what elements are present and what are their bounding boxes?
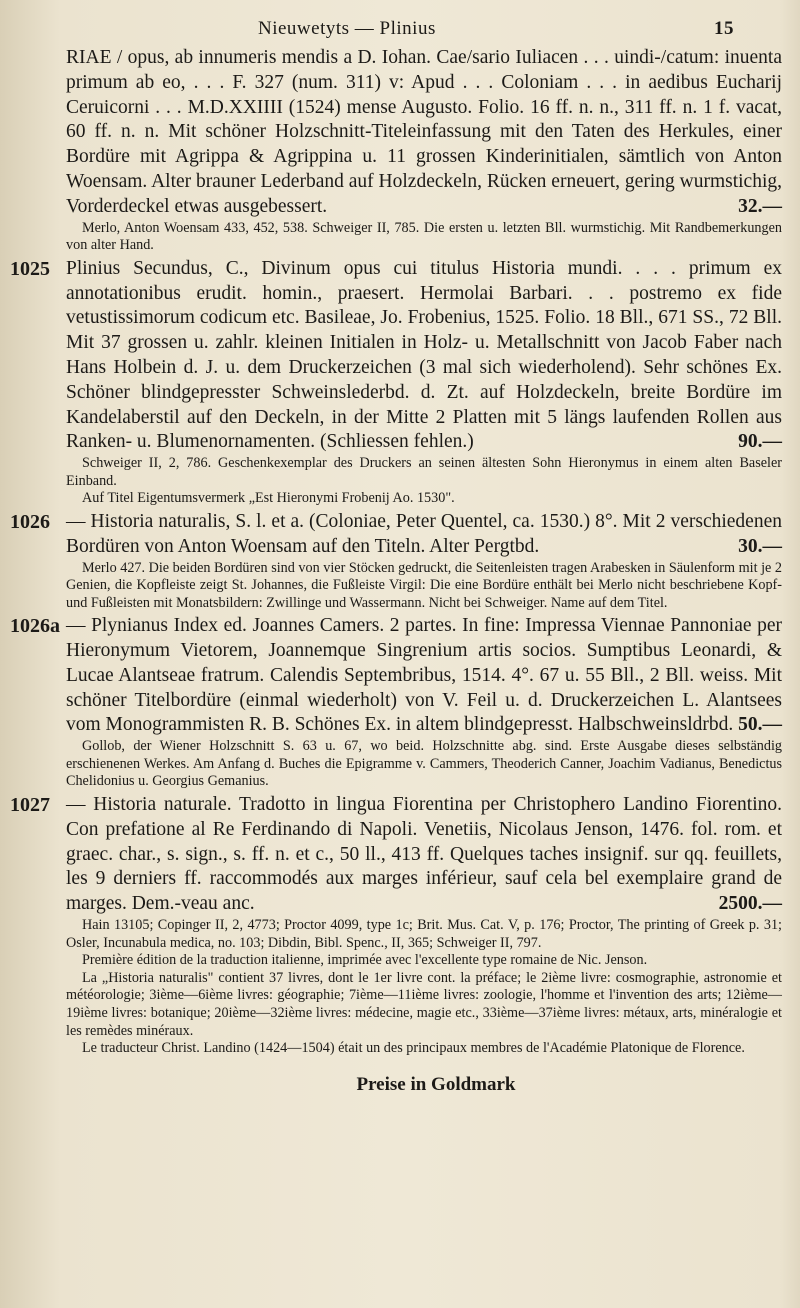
entry-description — [66, 46, 782, 220]
entry-text: — Historia naturalis, S. l. et a. (Coloniae, Peter Quentel, ca. 1530.) 8°. Mit 2 verschiedenen Bordüren von Anton Woensam auf den Titeln. Alter Pergtbd. — [66, 510, 782, 557]
page-number: 15 — [714, 18, 734, 39]
entry-price: 32.— — [738, 195, 782, 217]
entry-note: Auf Titel Eigentumsvermerk „Est Hieronymi Frobenij Ao. 1530". — [82, 490, 455, 507]
entry-note: Merlo 427. Die beiden Bordüren sind von vier Stöcken gedruckt, die Seitenleisten tragen Arabesken in Säulenform mit je 2 Genien, die Kopfleiste zeigt St. Johannes, die Fußleiste Virgil: Die eine Bordüre enthält bei Merlo nicht beschriebene Kopf- und Fußleisten mit Monatsbildern: Zwillinge und Wassermann. Nicht bei Schweiger. Name auf dem Titel. — [66, 559, 782, 611]
entry-price: 90.— — [738, 431, 782, 453]
entry-number: 1026a — [10, 615, 60, 638]
entry-price: 50.— — [738, 714, 782, 736]
entry-notes — [66, 220, 782, 255]
entry-price: 2500.— — [718, 893, 782, 915]
entry-note: Merlo, Anton Woensam 433, 452, 538. Schweiger II, 785. Die ersten u. letzten Bll. wurmstichig. Mit Randbemerkungen von alter Hand. — [66, 219, 782, 254]
entry-note: Le traducteur Christ. Landino (1424—1504) était un des principaux membres de l'Académie Platonique de Florence. — [82, 1040, 745, 1057]
entry-notes — [66, 917, 782, 1058]
catalog-entry — [10, 510, 782, 614]
entry-description — [66, 257, 782, 455]
entry-note: Schweiger II, 2, 786. Geschenkexemplar des Druckers an seinen ältesten Sohn Hieronymus in einem alten Baseler Einband. — [66, 455, 782, 489]
catalog-entry — [10, 614, 782, 793]
catalog-entry — [10, 257, 782, 510]
entry-price: 30.— — [738, 535, 782, 557]
entry-notes — [66, 738, 782, 791]
entry-note: La „Historia naturalis" contient 37 livres, dont le 1er livre cont. la préface; le 2ième livre: cosmographie, astronomie et météorologie; 3ième—6ième livres: géographie; 7ième—11ième livres: zoologie, l'homme et l'invention des arts; 12ième—19ième livres: botanique; 20ième—32ième livres: médecine, magie etc., 33ième—37ième livres: métaux, arts, minéralogie et les remèdes minéraux. — [66, 969, 782, 1039]
entry-note: Gollob, der Wiener Holzschnitt S. 63 u. 67, wo beid. Holzschnitte abg. sind. Erste Ausgabe dieses selbständig erschienenen Werkes. Am Anfang d. Buches die Epigramme v. Cammers, Theoderich Canner, Joachim Vadianus, Benedictus Chelidonius u. Georgius Gemanius. — [66, 738, 782, 790]
entry-text: — Plynianus Index ed. Joannes Camers. 2 partes. In fine: Impressa Viennae Pannoniae per Hieronymum Vietorem, Joannemque Singrenium artis socios. Sumptibus Leonardi, & Lucae Alantseae fratrum. Calendis Septembribus, 1514. 4°. 67 u. 55 Bll., 2 Bll. weiss. Mit schöner Titelbordüre (einmal wiederholt) von V. Feil u. d. Druckerzeichen L. Alantsees vom Monogrammisten R. B. Schönes Ex. in altem blindgepresst. Halbschweinsldrbd. — [66, 615, 782, 736]
entry-number: 1027 — [10, 794, 50, 817]
catalog-entry — [10, 46, 782, 257]
entry-number — [10, 46, 66, 257]
entry-text: RIAE / opus, ab innumeris mendis a D. Iohan. Cae/sario Iuliacen . . . uindi-/catum: inuenta primum ab eo, . . . F. 327 (num. 311) v: Apud . . . Coloniam . . . in aedibus Eucharij Ceruicorni . . . M.D.XXIIII (1524) mense Augusto. Folio. 16 ff. n. n., 311 ff. n. 1 f. vacat, 60 ff. n. n. Mit schöner Holzschnitt-Titeleinfassung mit den Taten des Herkules, einer Bordüre mit Agrippa & Agrippina u. 11 grossen Kinderinitialen, sämtlich von Anton Woensam. Alter brauner Lederband auf Holzdeckeln, Rücken erneuert, gering wurmstichig, Vorderdeckel etwas ausgebessert. — [66, 47, 782, 217]
entry-number: 1026 — [10, 510, 50, 533]
entry-notes — [66, 455, 782, 508]
running-title: Nieuwetyts — Plinius — [258, 18, 436, 39]
page-footer: Preise in Goldmark — [356, 1073, 516, 1095]
entry-note: Hain 13105; Copinger II, 2, 4773; Proctor 4099, type 1c; Brit. Mus. Cat. V, p. 176; Proctor, The printing of Greek p. 31; Osler, Incunabula medica, no. 103; Dibdin, Bibl. Spenc., II, 365; Schweiger II, 797. — [66, 917, 782, 951]
catalog-entry — [10, 793, 782, 1060]
entry-description — [66, 510, 782, 560]
entry-text: Plinius Secundus, C., Divinum opus cui titulus Historia mundi. . . . primum ex annotationibus erudit. homin., praesert. Hermolai Barbari. . . postremo ex fide vetustissimorum codicum etc. Basileae, Jo. Frobenius, 1525. Folio. 18 Bll., 671 SS., 72 Bll. Mit 37 grossen u. zahlr. kleinen Initialen in Holz- u. Metallschnitt von Jacob Faber nach Hans Holbein d. J. u. dem Druckerzeichen (3 mal sich wiederholend). Sehr schönes Ex. Schöner blindgepresster Schweinslederbd. d. Zt. auf Holzdeckeln, breite Bordüre im Kandelaberstil auf den Deckeln, in der Mitte 2 Platten mit 5 längs laufenden Rollen aus Ranken- u. Blumenornamenten. (Schliessen fehlen.) — [66, 257, 782, 453]
page-header — [10, 8, 782, 46]
entry-notes — [66, 560, 782, 613]
entry-description — [66, 793, 782, 917]
entry-number: 1025 — [10, 257, 50, 280]
entry-text: — Historia naturale. Tradotto in lingua Fiorentina per Christophero Landino Fiorentino. Con prefatione al Re Ferdinando di Napoli. Venetiis, Nicolaus Jenson, 1476. fol. rom. et graec. char., s. sign., s. ff. n. et c., 50 ll., 413 ff. Quelques taches insignif. sur qq. feuillets, les 9 derniers ff. raccommodés aux marges inférieur, sauf cela bel exemplaire grand de marges. Dem.-veau anc. — [66, 794, 782, 915]
entry-description — [66, 614, 782, 738]
entry-note: Première édition de la traduction italienne, imprimée avec l'excellente type romaine de Nic. Jenson. — [82, 952, 648, 969]
